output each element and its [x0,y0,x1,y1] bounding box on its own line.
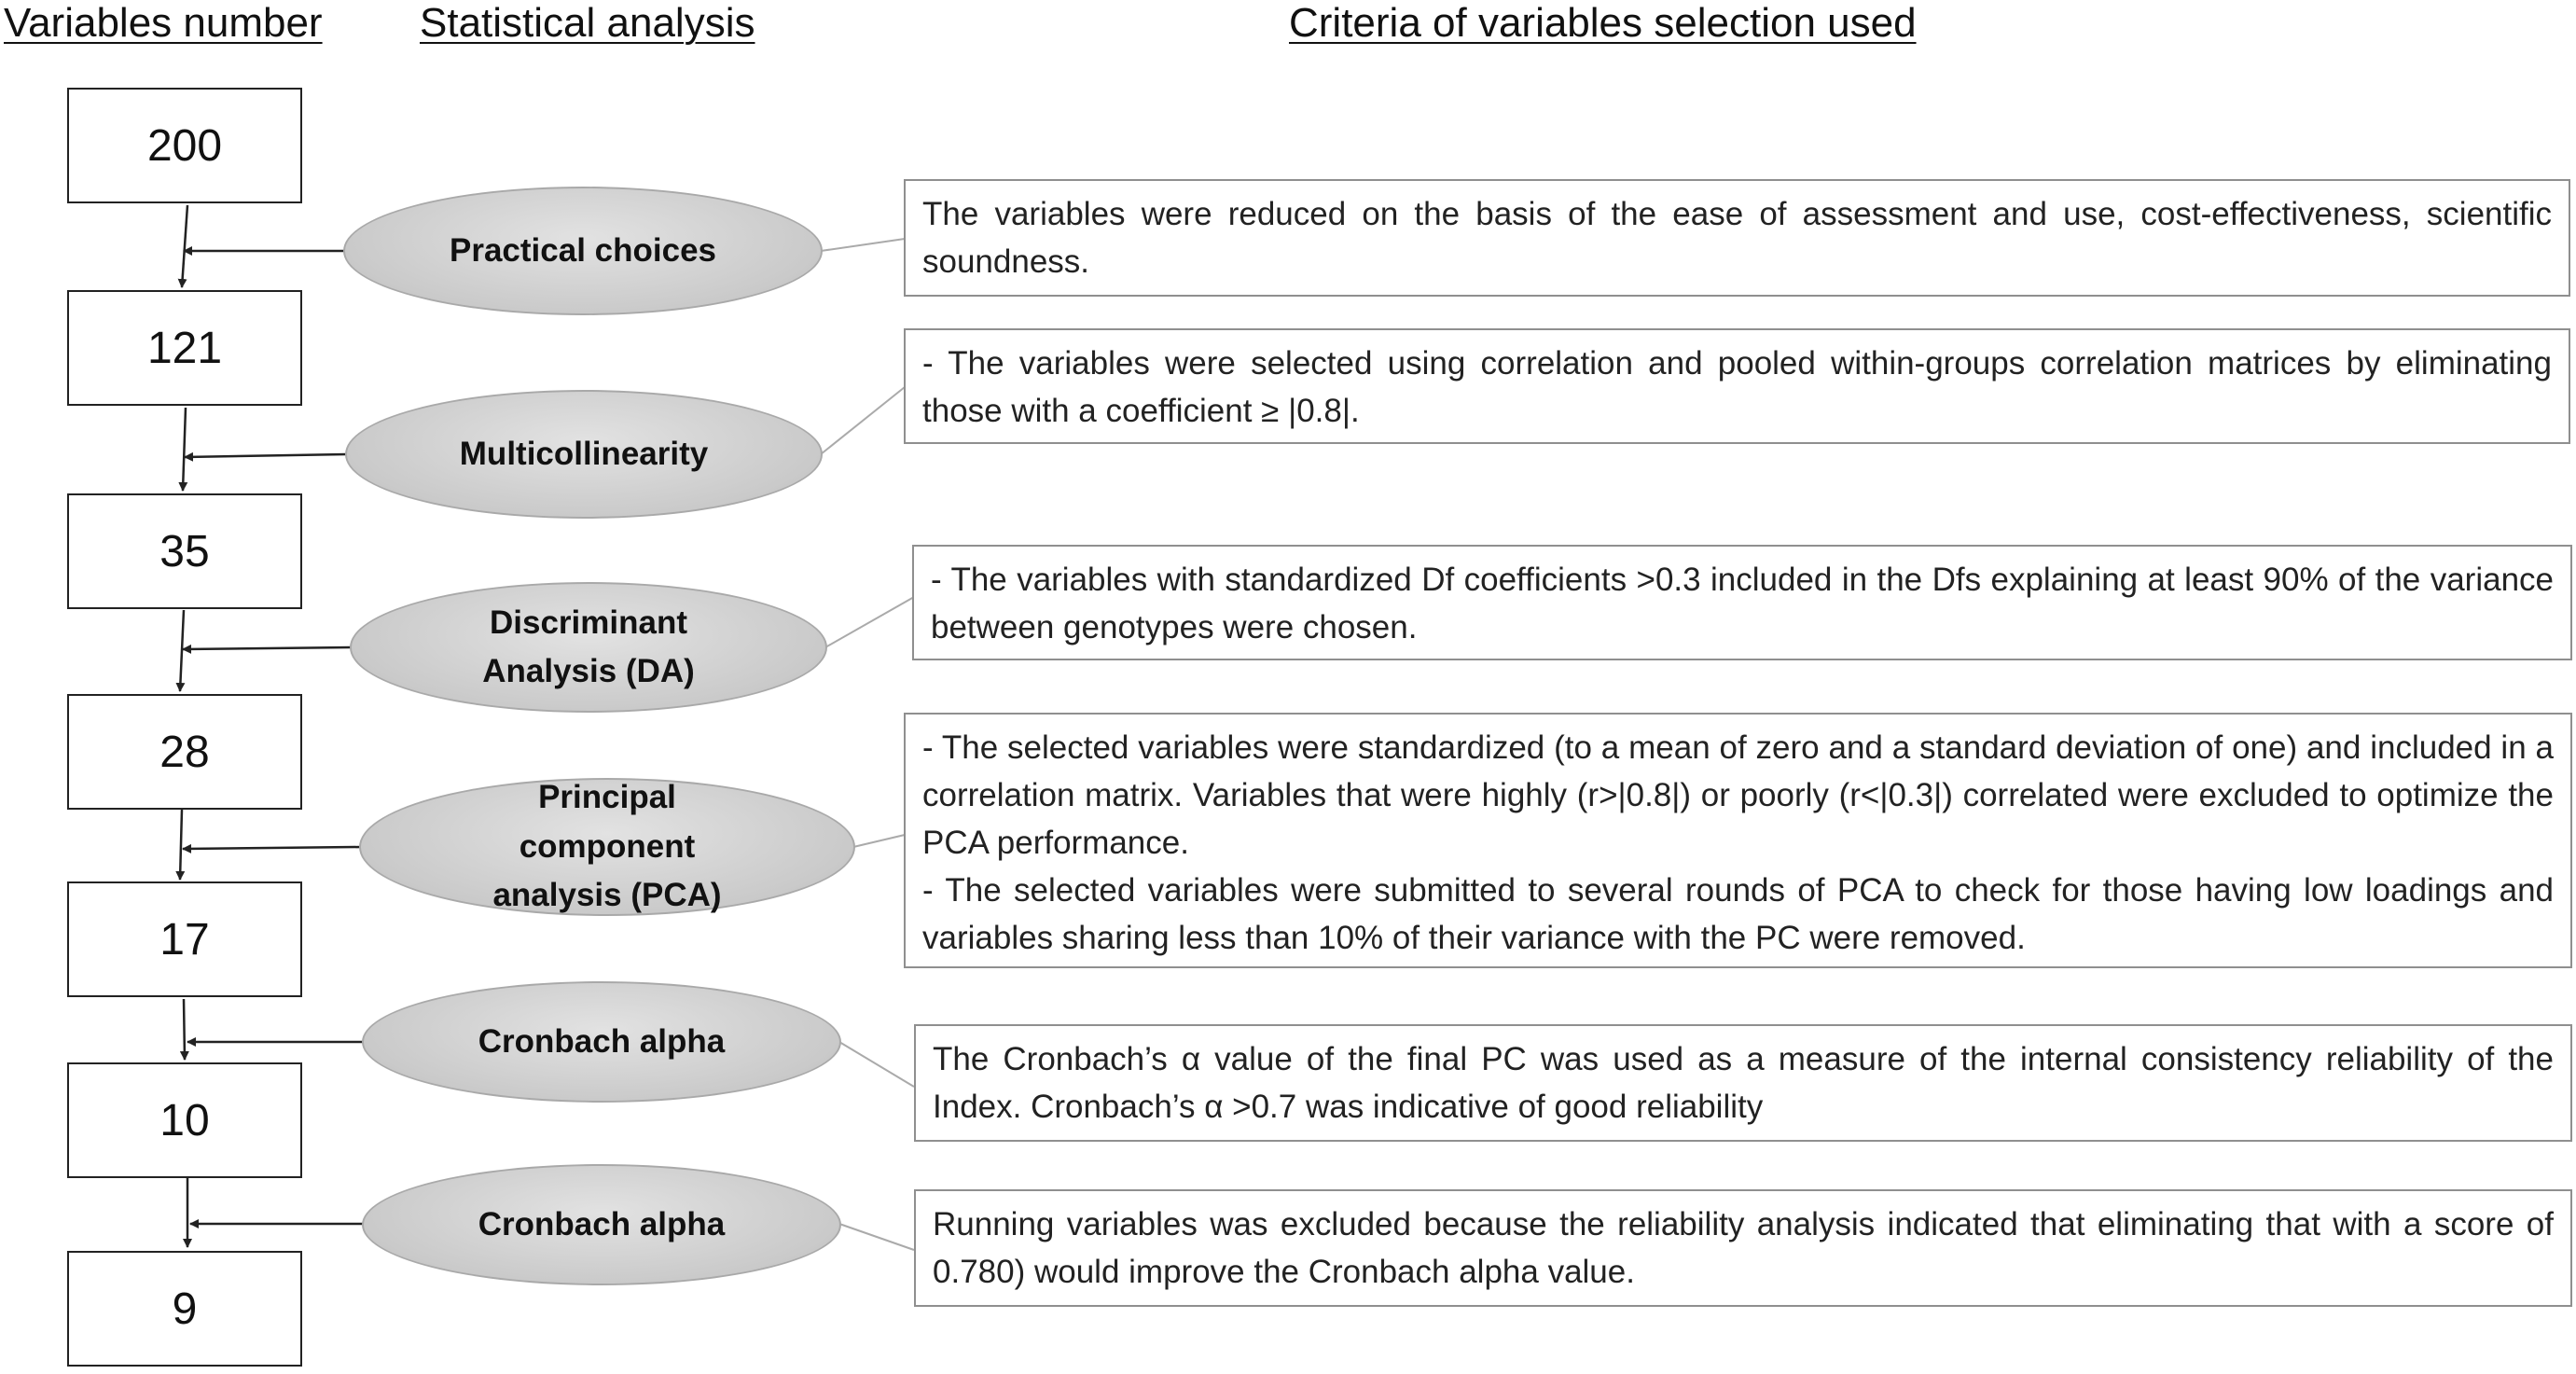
header-criteria: Criteria of variables selection used [1289,0,1917,46]
flow-arrow-5 [184,999,185,1060]
flow-arrow-4 [180,810,182,880]
criteria-text: - The selected variables were standardized (to a mean of zero and a standard deviation of one) and included in a correlation matrix. Variables that were highly (r>|0.8|) or poorly (r<|0.3|) correlated were excluded to optimize the PCA performance. [922,729,2554,861]
criteria-text: Running variables was excluded because the reliability analysis indicated that eliminating that with a score of 0.780) would improve the Cronbach alpha value. [933,1206,2554,1290]
header-variables-number: Variables number [4,0,323,46]
count-box: 10 [67,1062,302,1178]
criteria-box-multicollinearity [904,328,2570,444]
count-box: 17 [67,881,302,997]
header-statistical-analysis: Statistical analysis [420,0,755,46]
method-arrow-2 [185,454,347,457]
method-label: component [519,827,696,865]
criteria-box-practical-choices [904,179,2570,297]
method-label: Multicollinearity [459,435,709,472]
criteria-link-5 [839,1042,914,1087]
method-ellipse-discriminant-analysis [350,582,827,713]
criteria-text: - The selected variables were submitted to several rounds of PCA to check for those having low loadings and variables sharing less than 10% of their variance with the PC were removed. [922,872,2554,956]
criteria-link-3 [825,597,914,647]
count-box: 28 [67,694,302,810]
method-label: Cronbach alpha [478,1022,726,1060]
flow-arrow-1 [182,205,187,287]
method-label: Principal [538,779,676,816]
criteria-link-6 [839,1224,914,1250]
count-box: 35 [67,493,302,609]
count-box: 121 [67,290,302,406]
method-label: Practical choices [450,231,716,269]
method-ellipse-practical-choices [343,187,823,315]
method-label: Cronbach alpha [478,1205,726,1242]
method-label: Analysis (DA) [482,653,695,689]
criteria-text: The Cronbach’s α value of the final PC was used as a measure of the internal consistency reliability of the Index. Cronbach’s α >0.7 was indicative of good reliability [933,1041,2554,1125]
criteria-link-4 [853,835,905,847]
criteria-box-cronbach-alpha-1 [914,1024,2572,1142]
count-box: 9 [67,1251,302,1367]
criteria-link-2 [821,387,905,454]
method-label: analysis (PCA) [492,877,722,914]
criteria-link-1 [821,239,905,251]
criteria-text: - The variables with standardized Df coefficients >0.3 included in the Dfs explaining at least 90% of the variance between genotypes were chosen. [931,562,2554,645]
method-label: Discriminant [490,604,687,641]
method-arrow-4 [183,847,361,849]
criteria-box-pca [904,713,2572,968]
flow-arrow-3 [180,610,184,691]
method-arrow-3 [183,647,352,649]
flow-arrow-2 [183,408,186,491]
count-box: 200 [67,88,302,203]
method-ellipse-cronbach-alpha-2 [362,1164,841,1285]
method-ellipse-cronbach-alpha-1 [362,981,841,1103]
criteria-box-discriminant-analysis [912,545,2572,660]
criteria-text: - The variables were selected using correlation and pooled within-groups correlation matrices by eliminating those with a coefficient ≥ |0.8|. [922,345,2552,429]
method-ellipse-multicollinearity [345,390,823,519]
criteria-box-cronbach-alpha-2 [914,1189,2572,1307]
method-ellipse-pca [359,778,855,916]
criteria-text: The variables were reduced on the basis of the ease of assessment and use, cost-effectiveness, scientific soundness. [922,196,2552,280]
